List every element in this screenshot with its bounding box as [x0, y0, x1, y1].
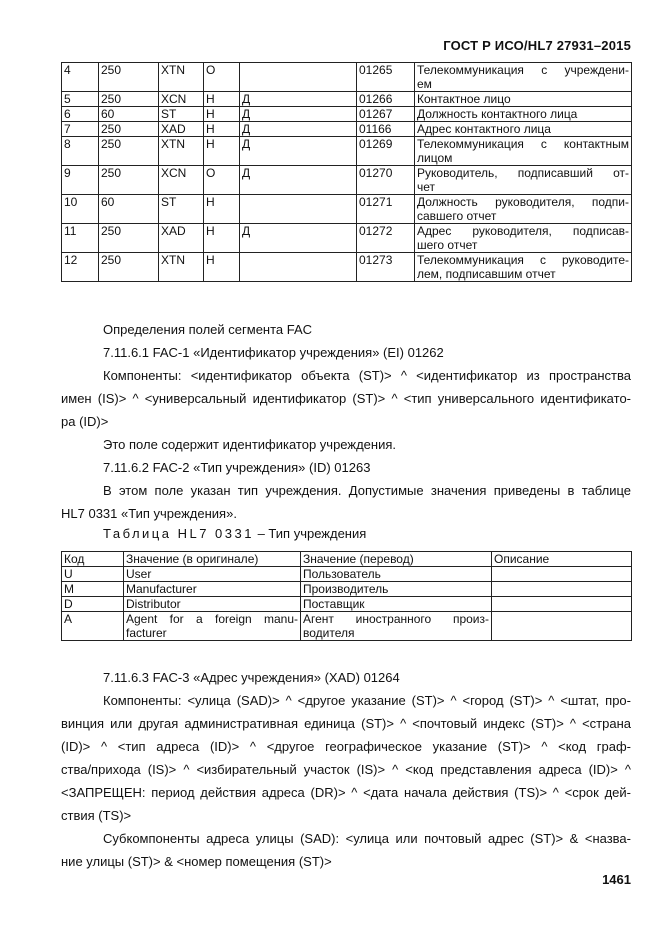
cell-item: 01267: [357, 107, 415, 122]
cell-line-1: M: [64, 582, 74, 596]
cell-translated-value: [301, 612, 492, 641]
fac2-description-line-2: HL7 0331 «Тип учреждения».: [61, 506, 237, 521]
cell-line-2: водителя: [303, 626, 355, 640]
cell-line-1: Руководитель, подписавший от-: [417, 166, 629, 180]
cell-opt: Н: [204, 224, 240, 253]
cell-line-2: чет: [417, 180, 436, 194]
table-row: [62, 253, 632, 282]
page-number: 1461: [602, 872, 631, 887]
cell-seq: 11: [62, 224, 99, 253]
table-caption: [103, 526, 366, 541]
col-header-translation: Значение (перевод): [301, 552, 492, 567]
cell-opt: Н: [204, 253, 240, 282]
fac1-components-line-1: Компоненты: <идентификатор объекта (ST)> ^ <идентификатор из пространства: [103, 368, 631, 383]
table-row: [62, 122, 632, 137]
cell-rp: [240, 195, 357, 224]
cell-line-2: савшего отчет: [417, 209, 497, 223]
cell-element-name: [415, 63, 632, 92]
cell-line-1: U: [64, 567, 73, 581]
cell-line-1: Контактное лицо: [417, 92, 511, 106]
cell-line-1: Адрес руководителя, подписав-: [417, 224, 629, 238]
table-row: [62, 63, 632, 92]
cell-dt: XTN: [159, 63, 204, 92]
sad-subcomponents-line-1: Субкомпоненты адреса улицы (SAD): <улица или почтовый адрес (ST)> & <назва-: [103, 831, 631, 846]
cell-line-1: A: [64, 612, 73, 626]
cell-opt: Н: [204, 92, 240, 107]
fac1-components-line-3: ра (ID)>: [61, 414, 109, 429]
cell-line-1: Manufacturer: [126, 582, 197, 596]
cell-item: 01270: [357, 166, 415, 195]
table-caption-rest: – Тип учреждения: [253, 526, 367, 541]
cell-line-1: Телекоммуникация с учреждени-: [417, 63, 629, 77]
cell-original-value: [124, 582, 301, 597]
fac2-heading: 7.11.6.2 FAC-2 «Тип учреждения» (ID) 01263: [103, 460, 371, 475]
segment-fields-table: [61, 62, 632, 282]
cell-line-1: Должность руководителя, подпи-: [417, 195, 629, 209]
fac3-components-line-1: Компоненты: <улица (SAD)> ^ <другое указание (ST)> ^ <город (ST)> ^ <штат, про-: [103, 693, 631, 708]
fac3-components-line-2: винция или другая административная единица (ST)> ^ <почтовый индекс (ST)> ^ <страна: [61, 716, 631, 731]
cell-dt: XCN: [159, 166, 204, 195]
fac3-components-line-4: ства/прихода (IS)> ^ <избирательный участок (IS)> ^ <код представления адреса (ID)> ^: [61, 762, 631, 777]
cell-line-1: User: [126, 567, 152, 581]
col-header-code: Код: [62, 552, 124, 567]
fac1-description: Это поле содержит идентификатор учреждения.: [103, 437, 396, 452]
cell-dt: XTN: [159, 253, 204, 282]
cell-opt: Н: [204, 137, 240, 166]
cell-rp: Д: [240, 107, 357, 122]
fac1-heading: 7.11.6.1 FAC-1 «Идентификатор учреждения» (EI) 01262: [103, 345, 444, 360]
table-row: [62, 567, 632, 582]
cell-seq: 6: [62, 107, 99, 122]
document-header: ГОСТ Р ИСО/HL7 27931–2015: [443, 38, 631, 53]
cell-element-name: [415, 107, 632, 122]
cell-rp: [240, 253, 357, 282]
table-row: [62, 224, 632, 253]
cell-len: 250: [99, 166, 159, 195]
cell-len: 250: [99, 122, 159, 137]
cell-description: [492, 612, 632, 641]
cell-element-name: [415, 122, 632, 137]
col-header-original: Значение (в оригинале): [124, 552, 301, 567]
facility-type-table: [61, 551, 632, 641]
cell-code: [62, 582, 124, 597]
cell-element-name: [415, 224, 632, 253]
cell-line-1: Телекоммуникация с контактным: [417, 137, 629, 151]
cell-line-1: Телекоммуникация с руководите-: [417, 253, 629, 267]
cell-line-1: Поставщик: [303, 597, 365, 611]
cell-item: 01166: [357, 122, 415, 137]
cell-seq: 12: [62, 253, 99, 282]
cell-seq: 5: [62, 92, 99, 107]
cell-len: 250: [99, 137, 159, 166]
fac1-components-line-2: имен (IS)> ^ <универсальный идентификатор (ST)> ^ <тип универсального идентификато-: [61, 391, 631, 406]
cell-item: 01266: [357, 92, 415, 107]
cell-line-1: Производитель: [303, 582, 389, 596]
table-caption-spaced: Таблица HL7 0331: [103, 526, 254, 541]
cell-description: [492, 582, 632, 597]
cell-dt: XAD: [159, 224, 204, 253]
cell-opt: О: [204, 63, 240, 92]
cell-item: 01269: [357, 137, 415, 166]
cell-item: 01272: [357, 224, 415, 253]
cell-opt: О: [204, 166, 240, 195]
cell-rp: [240, 63, 357, 92]
cell-opt: Н: [204, 107, 240, 122]
cell-seq: 10: [62, 195, 99, 224]
cell-seq: 9: [62, 166, 99, 195]
cell-element-name: [415, 92, 632, 107]
cell-line-1: Agent for a foreign manu-: [126, 612, 298, 626]
cell-translated-value: [301, 567, 492, 582]
cell-opt: Н: [204, 195, 240, 224]
table-row: [62, 107, 632, 122]
cell-dt: ST: [159, 195, 204, 224]
cell-seq: 8: [62, 137, 99, 166]
col-header-description: Описание: [492, 552, 632, 567]
cell-line-2: шего отчет: [417, 238, 478, 252]
cell-item: 01271: [357, 195, 415, 224]
fac3-components-line-3: (ID)> ^ <тип адреса (ID)> ^ <другое географическое указание (ST)> ^ <код граф-: [61, 739, 631, 754]
cell-rp: Д: [240, 166, 357, 195]
cell-line-2: facturer: [126, 626, 167, 640]
cell-element-name: [415, 195, 632, 224]
cell-element-name: [415, 166, 632, 195]
cell-opt: Н: [204, 122, 240, 137]
cell-line-2: лем, подписавшим отчет: [417, 267, 556, 281]
cell-description: [492, 597, 632, 612]
cell-line-1: D: [64, 597, 73, 611]
cell-element-name: [415, 253, 632, 282]
cell-line-1: Адрес контактного лица: [417, 122, 551, 136]
cell-line-1: Distributor: [126, 597, 181, 611]
cell-rp: Д: [240, 137, 357, 166]
cell-seq: 4: [62, 63, 99, 92]
cell-len: 250: [99, 92, 159, 107]
cell-description: [492, 567, 632, 582]
sad-subcomponents-line-2: ние улицы (ST)> & <номер помещения (ST)>: [61, 854, 332, 869]
cell-rp: Д: [240, 92, 357, 107]
cell-dt: XTN: [159, 137, 204, 166]
table-row: [62, 166, 632, 195]
table-row: [62, 195, 632, 224]
cell-element-name: [415, 137, 632, 166]
table-row: [62, 582, 632, 597]
table-header-row: [62, 552, 632, 567]
cell-item: 01273: [357, 253, 415, 282]
cell-line-2: ем: [417, 77, 432, 91]
cell-len: 60: [99, 107, 159, 122]
cell-translated-value: [301, 582, 492, 597]
cell-code: [62, 597, 124, 612]
cell-original-value: [124, 567, 301, 582]
cell-line-1: Должность контактного лица: [417, 107, 578, 121]
cell-seq: 7: [62, 122, 99, 137]
cell-dt: XCN: [159, 92, 204, 107]
cell-code: [62, 612, 124, 641]
cell-rp: Д: [240, 224, 357, 253]
fac-definitions-heading: Определения полей сегмента FAC: [103, 322, 313, 337]
cell-len: 250: [99, 253, 159, 282]
cell-line-1: Пользователь: [303, 567, 381, 581]
cell-len: 250: [99, 63, 159, 92]
fac2-description-line-1: В этом поле указан тип учреждения. Допустимые значения приведены в таблице: [103, 483, 631, 498]
table-row: [62, 612, 632, 641]
cell-rp: Д: [240, 122, 357, 137]
cell-len: 60: [99, 195, 159, 224]
cell-original-value: [124, 612, 301, 641]
cell-dt: ST: [159, 107, 204, 122]
table-row: [62, 597, 632, 612]
fac3-heading: 7.11.6.3 FAC-3 «Адрес учреждения» (XAD) 01264: [103, 670, 400, 685]
fac3-components-line-6: ствия (TS)>: [61, 808, 132, 823]
cell-line-2: лицом: [417, 151, 453, 165]
table-row: [62, 92, 632, 107]
cell-item: 01265: [357, 63, 415, 92]
cell-code: [62, 567, 124, 582]
cell-len: 250: [99, 224, 159, 253]
cell-dt: XAD: [159, 122, 204, 137]
cell-line-1: Агент иностранного произ-: [303, 612, 489, 626]
table-row: [62, 137, 632, 166]
fac3-components-line-5: <ЗАПРЕЩЕН: период действия адреса (DR)> ^ <дата начала действия (TS)> ^ <срок дей-: [61, 785, 631, 800]
cell-original-value: [124, 597, 301, 612]
cell-translated-value: [301, 597, 492, 612]
